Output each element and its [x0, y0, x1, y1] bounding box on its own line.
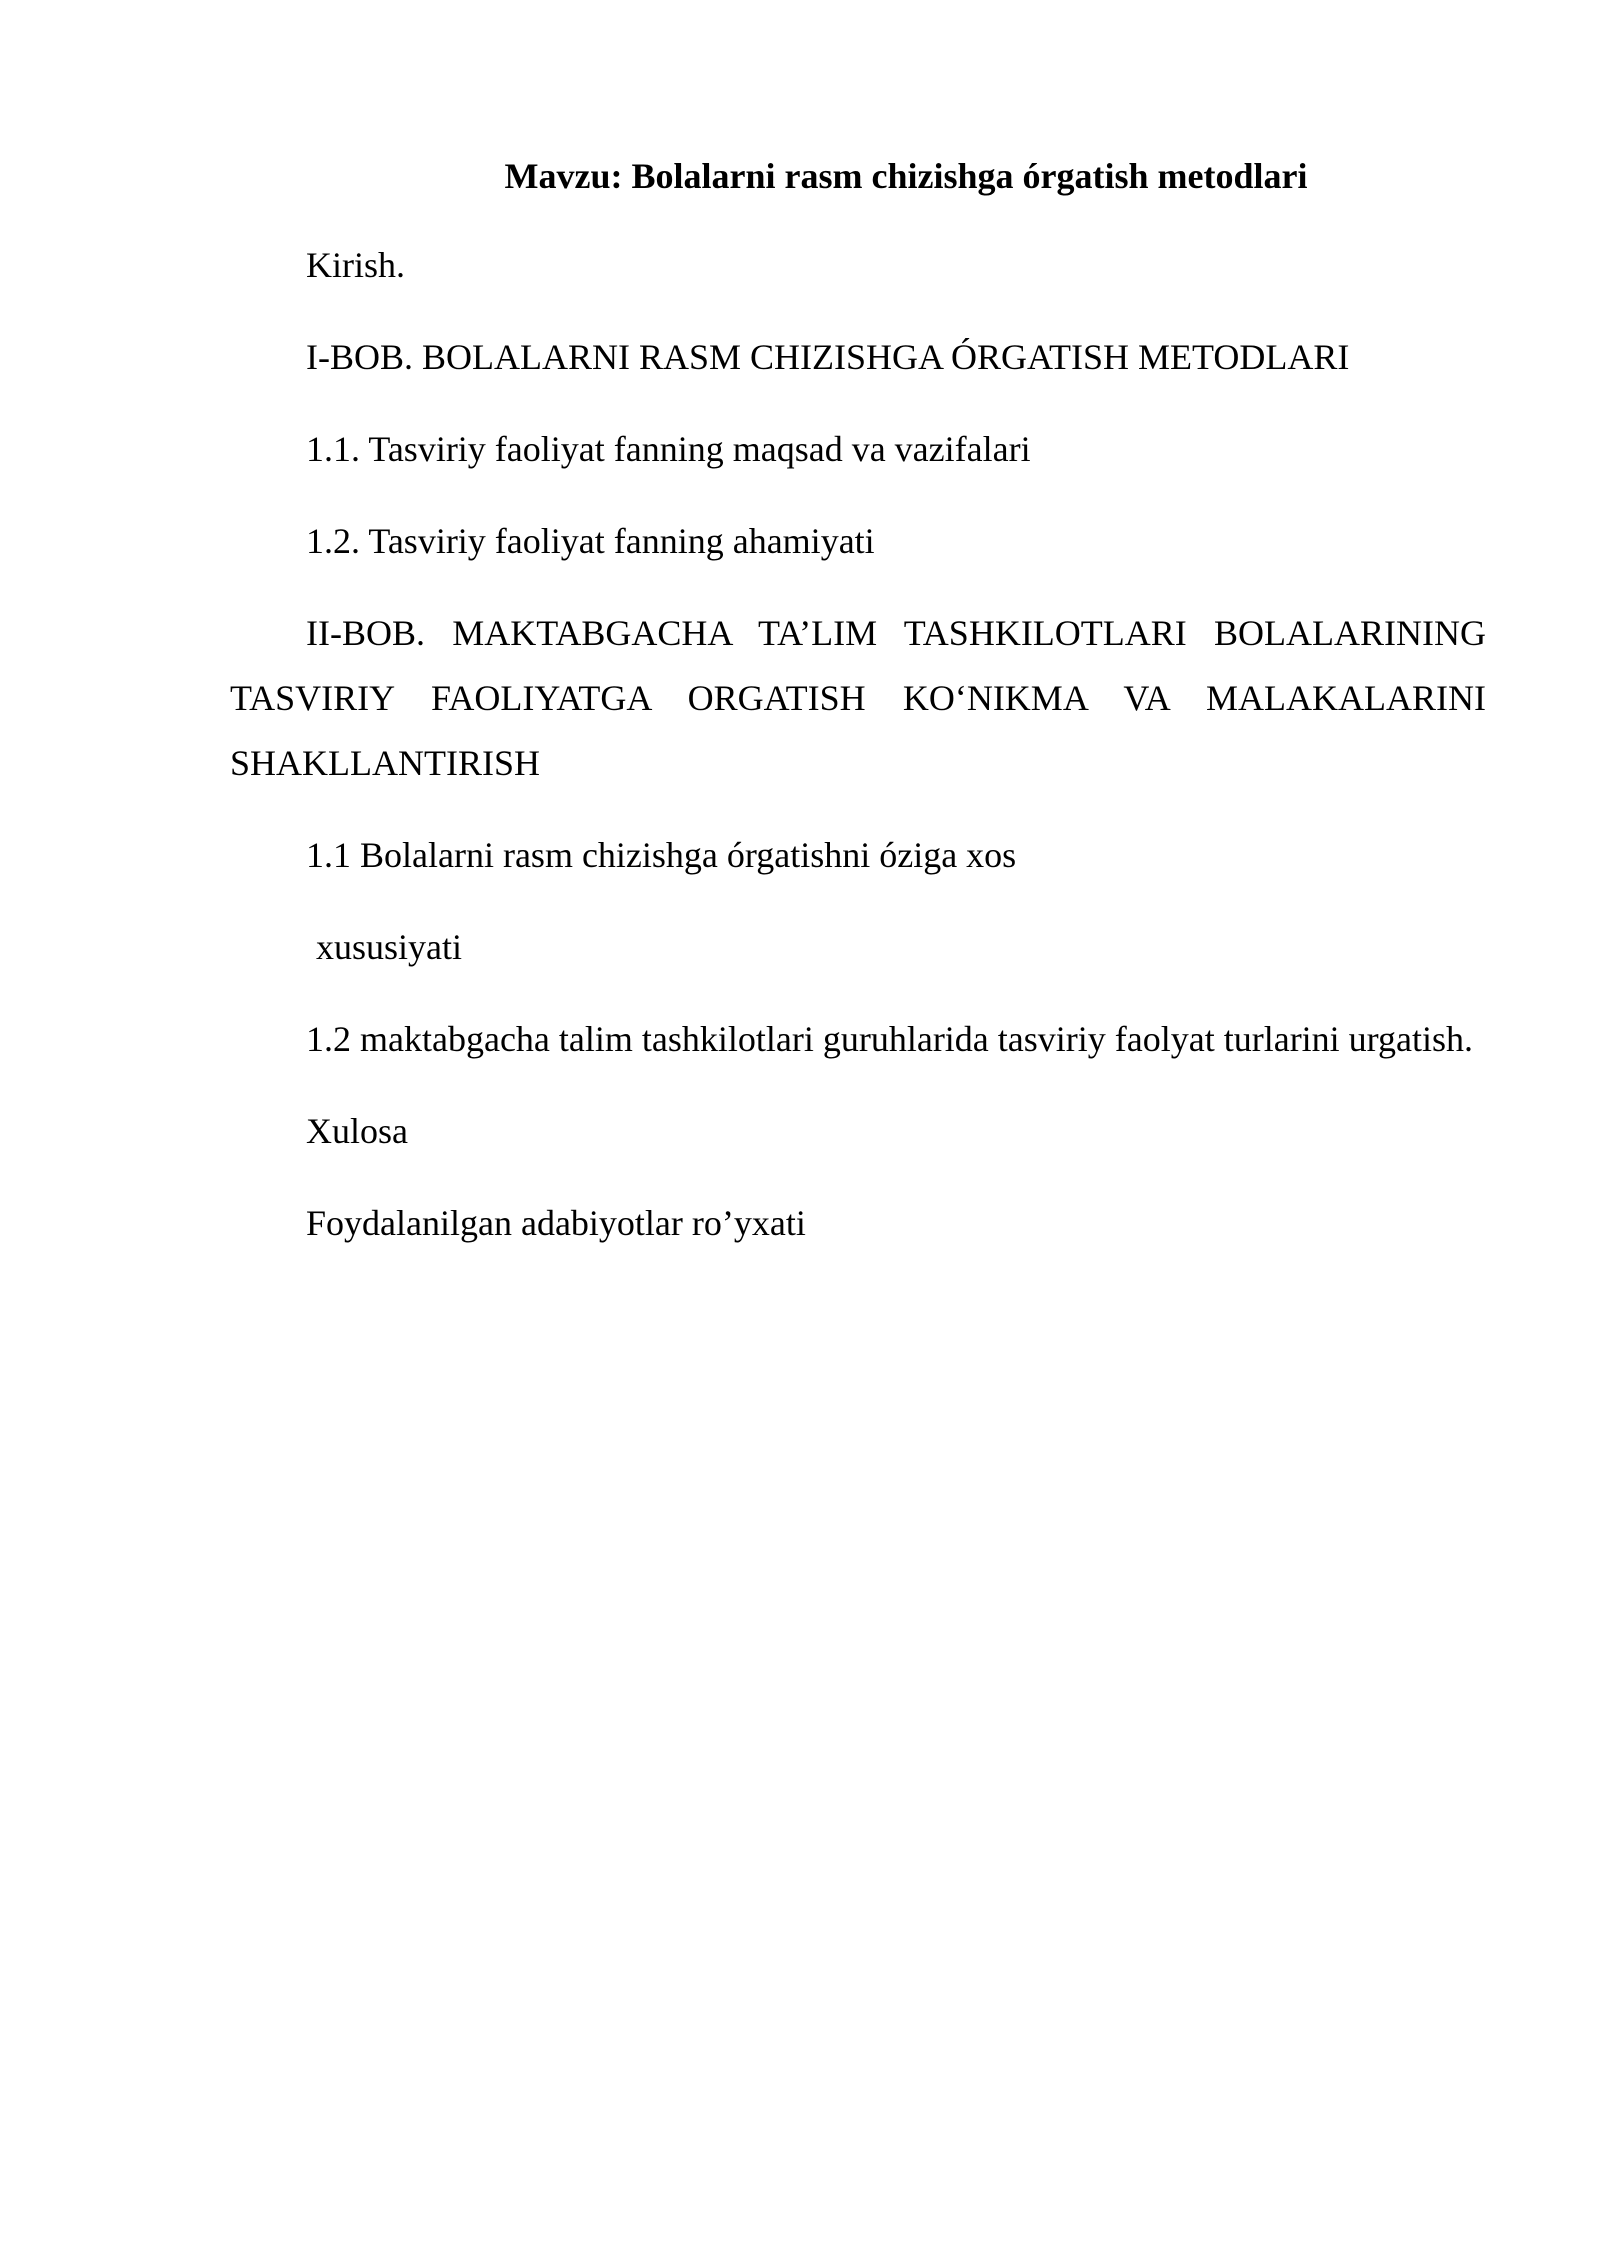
toc-entry-chapter-1: I-BOB. BOLALARNI RASM CHIZISHGA ÓRGATISH METODLARI [306, 337, 1350, 377]
toc-entry-introduction: Kirish. [306, 245, 405, 285]
toc-entry-chapter-2: II-BOB. MAKTABGACHA TA’LIM TASHKILOTLARI BOLALARINING TASVIRIY FAOLIYATGA ORGATISH KO‘NIKMA VA MALAKALARINI SHAKLLANTIRISH [230, 613, 1486, 783]
toc-entry-section-1-2: 1.2. Tasviriy faoliyat fanning ahamiyati [306, 521, 875, 561]
toc-entry-section-2-2: 1.2 maktabgacha talim tashkilotlari guruhlarida tasviriy faolyat turlarini urgatish. [306, 1019, 1474, 1059]
toc-entry-section-1-1: 1.1. Tasviriy faoliyat fanning maqsad va vazifalari [306, 429, 1031, 469]
toc-entry-references: Foydalanilgan adabiyotlar ro’yxati [306, 1203, 806, 1243]
table-of-contents [230, 146, 1486, 1256]
toc-entry-conclusion: Xulosa [306, 1111, 408, 1151]
toc-entry-section-2-1-continued: xususiyati [316, 927, 463, 967]
toc-entry-section-2-1: 1.1 Bolalarni rasm chizishga órgatishni óziga xos [306, 835, 1017, 875]
document-title: Mavzu: Bolalarni rasm chizishga órgatish metodlari [504, 156, 1308, 196]
